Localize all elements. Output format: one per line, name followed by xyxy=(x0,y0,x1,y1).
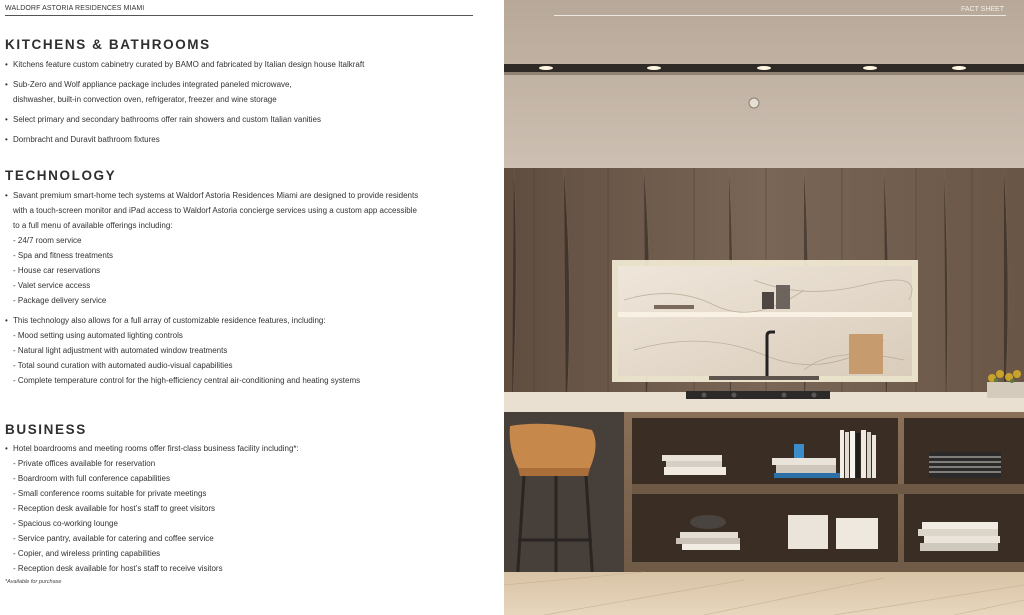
list-item: - Valet service access xyxy=(13,281,91,290)
kitchen-photo xyxy=(504,0,1024,615)
list-item: - Reception desk available for host’s staff to greet visitors xyxy=(13,504,216,513)
list-item: to a full menu of available offerings including: xyxy=(13,221,173,230)
list-item: • Hotel boardrooms and meeting rooms offer first-class business facility including*: xyxy=(5,441,475,456)
kitchen-illustration xyxy=(504,0,1024,615)
list-item: - Service pantry, available for catering and coffee service xyxy=(13,534,214,543)
list-item: • Savant premium smart-home tech systems at Waldorf Astoria Residences Miami are designed to provide residents xyxy=(5,188,475,203)
list-item: • Select primary and secondary bathrooms offer rain showers and custom Italian vanities xyxy=(5,112,475,127)
list-item: - Mood setting using automated lighting controls xyxy=(13,331,183,340)
list-item: - Boardroom with full conference capabilities xyxy=(13,474,170,483)
business-heading: BUSINESS xyxy=(5,422,87,437)
footnote: *Available for purchase xyxy=(5,579,62,585)
kitchens-list xyxy=(5,57,475,147)
header-divider xyxy=(5,15,473,16)
technology-list xyxy=(5,188,475,388)
list-item: • This technology also allows for a full array of customizable residence features, including: xyxy=(5,313,475,328)
header-divider-right xyxy=(554,15,1006,16)
business-list xyxy=(5,441,475,576)
list-item: - Spa and fitness treatments xyxy=(13,251,114,260)
list-item: • Kitchens feature custom cabinetry curated by BAMO and fabricated by Italian design house Italkraft xyxy=(5,57,475,72)
technology-heading: TECHNOLOGY xyxy=(5,168,117,183)
fact-sheet-label: FACT SHEET xyxy=(960,6,1004,13)
list-item: with a touch-screen monitor and iPad access to Waldorf Astoria concierge services using a custom app accessible xyxy=(13,206,417,215)
list-item: - Complete temperature control for the high-efficiency central air-conditioning and heating systems xyxy=(13,376,361,385)
list-item: - Reception desk available for host’s staff to receive visitors xyxy=(13,564,223,573)
list-item: - Package delivery service xyxy=(13,296,107,305)
list-item: - Private offices available for reservation xyxy=(13,459,156,468)
list-item: - Spacious co-working lounge xyxy=(13,519,118,528)
brand-name: WALDORF ASTORIA RESIDENCES MIAMI xyxy=(5,5,145,12)
kitchens-heading: KITCHENS & BATHROOMS xyxy=(5,37,211,52)
list-item: - House car reservations xyxy=(13,266,101,275)
list-item: - Small conference rooms suitable for private meetings xyxy=(13,489,207,498)
list-item: dishwasher, built-in convection oven, refrigerator, freezer and wine storage xyxy=(13,95,277,104)
list-item: - Copier, and wireless printing capabilities xyxy=(13,549,161,558)
list-item: - Total sound curation with automated audio-visual capabilities xyxy=(13,361,233,370)
list-item: • Sub-Zero and Wolf appliance package includes integrated paneled microwave, xyxy=(5,77,475,92)
fact-text-panel xyxy=(0,0,504,615)
list-item: - Natural light adjustment with automated window treatments xyxy=(13,346,228,355)
list-item: - 24/7 room service xyxy=(13,236,82,245)
list-item: • Dornbracht and Duravit bathroom fixtures xyxy=(5,132,475,147)
